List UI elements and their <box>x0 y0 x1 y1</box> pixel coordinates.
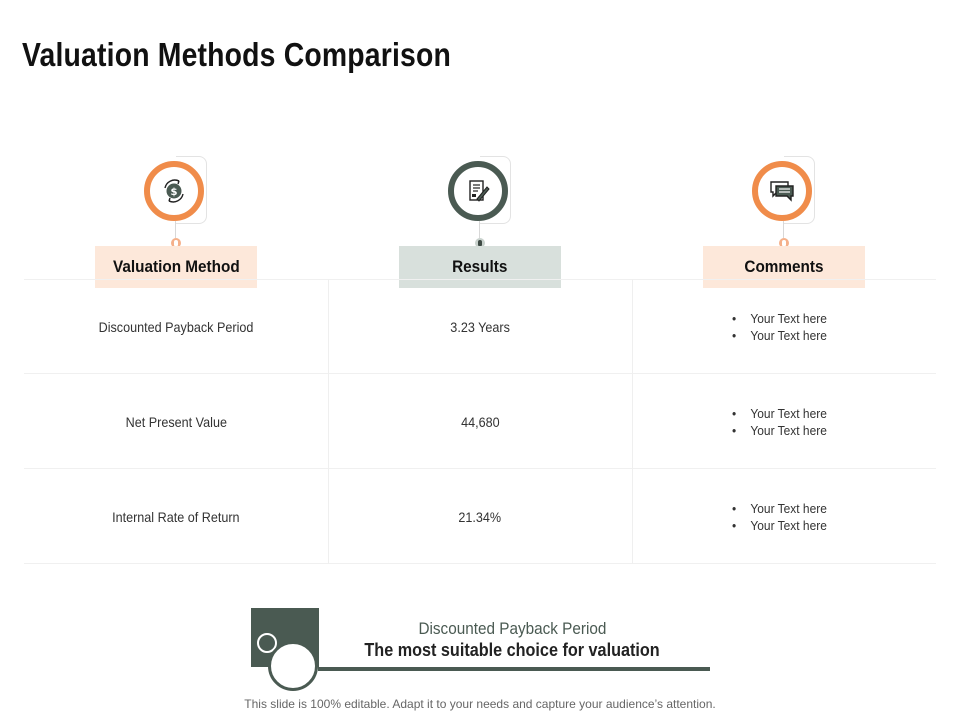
conclusion-subtitle: Discounted Payback Period <box>418 619 606 638</box>
comment-item: • Your Text here <box>732 327 827 344</box>
table-cell-result: 3.23 Years <box>450 319 510 335</box>
table-cell-method: Internal Rate of Return <box>112 509 240 525</box>
svg-text:$: $ <box>170 187 178 198</box>
footer-note: This slide is 100% editable. Adapt it to your needs and capture your audience’s attention. <box>244 697 716 711</box>
connector-line <box>783 221 784 238</box>
comment-item: • Your Text here <box>732 310 827 327</box>
table-cell-method: Net Present Value <box>125 414 227 430</box>
page-title: Valuation Methods Comparison <box>22 36 451 73</box>
column-valuation-method <box>76 150 276 290</box>
comment-item: • Your Text here <box>732 500 827 517</box>
table-cell-comments <box>632 470 936 564</box>
chat-bubbles-icon <box>752 161 812 221</box>
table-cell-comments <box>632 375 936 469</box>
decorative-circle-large <box>268 641 318 691</box>
comment-item: • Your Text here <box>732 517 827 534</box>
table-cell-method: Discounted Payback Period <box>98 319 254 335</box>
table-cell-result: 21.34% <box>458 509 502 525</box>
column-comments <box>684 150 884 290</box>
connector-line <box>175 221 176 238</box>
conclusion-text: The most suitable choice for valuation <box>364 640 660 660</box>
comment-item: • Your Text here <box>732 405 827 422</box>
connector-line <box>479 221 480 238</box>
underline-bar <box>318 667 710 671</box>
comment-item: • Your Text here <box>732 422 827 439</box>
header-valuation-method: Valuation Method <box>95 246 257 288</box>
comparison-table <box>24 279 936 564</box>
table-cell-comments <box>632 280 936 374</box>
column-results <box>380 150 580 290</box>
document-pen-icon <box>448 161 508 221</box>
header-results: Results <box>399 246 561 288</box>
dollar-exchange-icon <box>144 161 204 221</box>
header-comments: Comments <box>703 246 865 288</box>
table-cell-result: 44,680 <box>460 414 500 430</box>
